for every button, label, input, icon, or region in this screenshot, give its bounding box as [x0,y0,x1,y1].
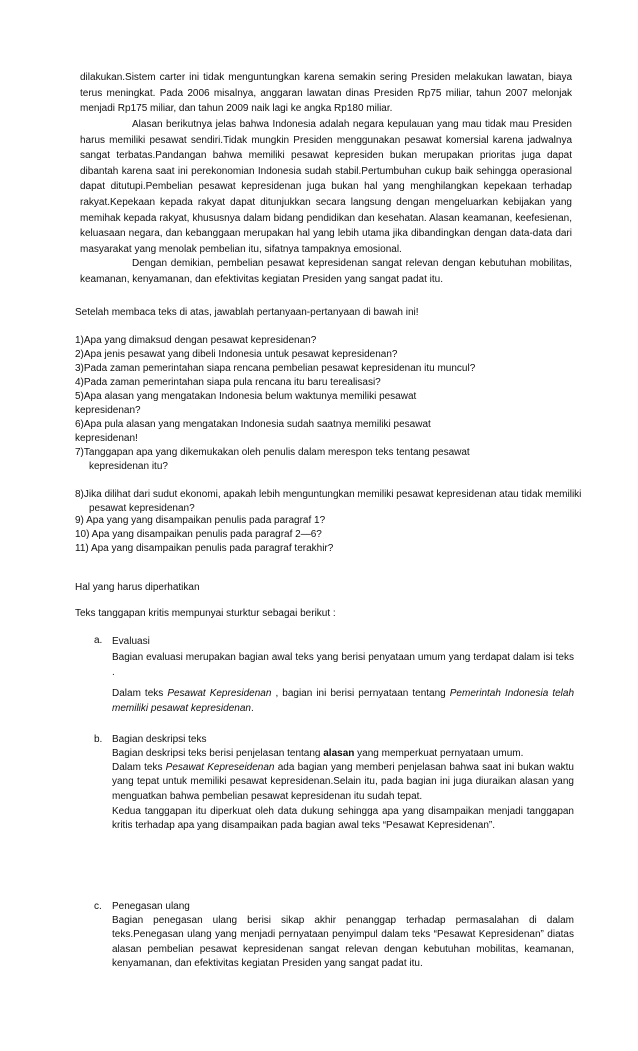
intro-paragraph-1: dilakukan.Sistem carter ini tidak menguntungkan karena semakin sering Presiden melakukan lawatan, biaya terus meningkat. Pada 2006 misalnya, anggaran lawatan dinas Presiden Rp75 miliar, tahun 2007 melonjak menjadi Rp175 miliar, dan tahun 2009 naik lagi ke angka Rp180 miliar. [80,72,572,115]
section-b-text-3: Kedua tanggapan itu diperkuat oleh data dukung sehingga apa yang disampaikan menjadi tanggapan kritis terhadap apa yang disampaikan pada bagian awal teks “Pesawat Kepresidenan”. [112,806,574,832]
section-a-text-2 [112,686,574,716]
question-3: 3)Pada zaman pemerintahan siapa rencana pembelian pesawat kepresidenan itu muncul? [75,363,476,374]
section-a-text-title: Pesawat Kepresidenan [167,688,272,699]
section-a-text-1: Bagian evaluasi merupakan bagian awal teks yang berisi penyataan umum yang terdapat dalam isi teks . [112,652,574,678]
question-9: 9) Apa yang yang disampaikan penulis pada paragraf 1? [75,515,326,526]
section-b-text-2-pre: Dalam teks [112,762,166,773]
question-8: 8)Jika dilihat dari sudut ekonomi, apakah lebih menguntungkan memiliki pesawat kepresidenan atau tidak memiliki pesawat kepresidenan? [75,489,582,514]
question-1: 1)Apa yang dimaksud dengan pesawat kepresidenan? [75,335,317,346]
section-a-text-2-pre: Dalam teks [112,688,168,699]
question-5: 5)Apa alasan yang mengatakan Indonesia belum waktunya memiliki pesawat kepresidenan? [75,391,417,416]
section-b-title: Bagian deskripsi teks [112,734,207,745]
section-c-title: Penegasan ulang [112,901,190,912]
structure-intro: Teks tanggapan kritis mempunyai sturktur sebagai berikut : [75,608,336,619]
section-a-text-2-mid: , bagian ini berisi pernyataan tentang [271,688,450,699]
question-2: 2)Apa jenis pesawat yang dibeli Indonesia untuk pesawat kepresidenan? [75,349,398,360]
section-b-bold-word: alasan [323,748,355,759]
section-a-statement: Pemerintah Indonesia telah memiliki pesawat kepresidenan [112,688,575,714]
section-a-title: Evaluasi [112,636,150,647]
section-b-text-2 [112,761,574,804]
section-a-text-2-end: . [250,703,254,714]
notes-heading: Hal yang harus diperhatikan [75,582,200,593]
section-a-label: a. [94,635,103,646]
section-c-text-1: Bagian penegasan ulang berisi sikap akhir penanggap terhadap permasalahan di dalam teks.Penegasan ulang yang menjadi pernyataan penyimpul dalam teks “Pesawat Kepresidenan” diatas alasan pembelian pesawat kepresidenan sangat relevan dengan kebutuhan mobilitas, keamanan, kenyamanan, dan efektivitas kegiatan Presiden yang sangat padat itu. [112,915,574,969]
question-11: 11) Apa yang disampaikan penulis pada paragraf terakhir? [75,543,334,554]
intro-paragraph-3: Dengan demikian, pembelian pesawat kepresidenan sangat relevan dengan kebutuhan mobilitas, keamanan, kenyamanan, dan efektivitas kegiatan Presiden yang sangat padat itu. [80,258,572,285]
intro-paragraph-2: Alasan berikutnya jelas bahwa Indonesia adalah negara kepulauan yang mau tidak mau Presiden harus memiliki pesawat sendiri.Tidak mungkin Presiden menggunakan pesawat komersial karena jadwalnya sangat terbatas.Pandangan bahwa memiliki pesawat kepresiden bukan merupakan prioritas juga dapat dibantah karena saat ini perekonomian Indonesia sudah stabil.Pertumbuhan cukup baik sehingga operasional dapat ditutupi.Pembelian pesawat kepresidenan juga bukan hal yang menghilangkan kepekaan terhadap rakyat.Kepekaan kepada rakyat dapat ditunjukkan secara langsung dengan mengeluarkan kebijakan yang memihak kepada rakyat, khususnya dalam bidang pendidikan dan kesehatan. Alasan keamanan, keefesienan, keluasaan negara, dan kebanggaan merupakan hal yang lebih utama jika dibandingkan dengan data-data dari masyarakat yang menolak pembelian itu, sifatnya tampaknya emosional. [80,119,572,255]
section-b-text-2-post: ada bagian yang memberi penjelasan bahwa saat ini bukan waktu yang tepat untuk memiliki pesawat kepresidenan.Selain itu, pada bagian ini juga diuraikan alasan yang menguatkan bahwa pembelian pesawat kepresidenan itu sudah tepat. [112,762,574,802]
question-6: 6)Apa pula alasan yang mengatakan Indonesia sudah saatnya memiliki pesawat kepresidenan! [75,419,431,444]
section-b-text-1 [112,747,574,761]
question-10: 10) Apa yang disampaikan penulis pada paragraf 2—6? [75,529,322,540]
section-b-text-title: Pesawat Kepreseidenan [165,762,275,773]
question-4: 4)Pada zaman pemerintahan siapa pula rencana itu baru terealisasi? [75,377,381,388]
question-7: 7)Tanggapan apa yang dikemukakan oleh penulis dalam merespon teks tentang pesawat kepresidenan itu? [75,447,470,472]
section-c-label: c. [94,901,102,912]
section-b-label: b. [94,734,103,745]
section-b-text-1-post: yang memperkuat pernyataan umum. [354,748,524,759]
instruction-text: Setelah membaca teks di atas, jawablah pertanyaan-pertanyaan di bawah ini! [75,307,419,318]
section-b-text-1-pre: Bagian deskripsi teks berisi penjelasan tentang [112,748,324,759]
